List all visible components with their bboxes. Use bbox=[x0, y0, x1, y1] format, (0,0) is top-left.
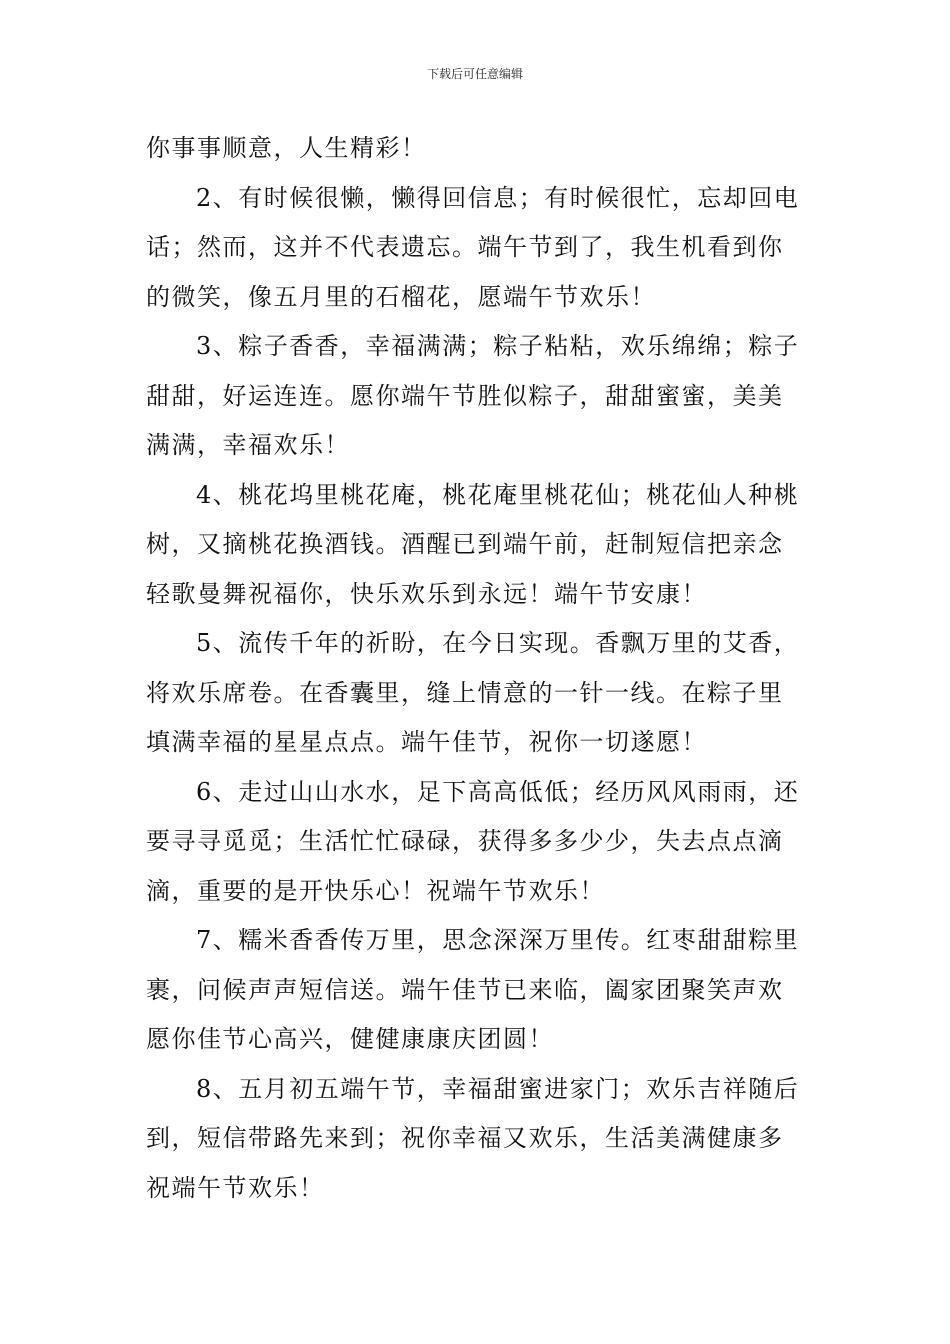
text-line: 6、走过山山水水，足下高高低低；经历风风雨雨，还 bbox=[196, 777, 800, 806]
document-body bbox=[146, 124, 806, 1213]
text-line: 轻歌曼舞祝福你，快乐欢乐到永远！端午节安康！ bbox=[146, 579, 707, 608]
paragraph bbox=[146, 471, 806, 620]
text-line: 满满，幸福欢乐！ bbox=[146, 431, 350, 459]
text-line: 2、有时候很懒，懒得回信息；有时候很忙，忘却回电 bbox=[196, 183, 800, 212]
text-line: 你事事顺意，人生精彩！ bbox=[146, 134, 427, 162]
paragraph bbox=[146, 174, 806, 323]
text-line: 5、流传千年的祈盼，在今日实现。香飘万里的艾香， bbox=[196, 629, 800, 657]
paragraph bbox=[146, 1065, 806, 1214]
paragraph bbox=[146, 916, 806, 1065]
text-line: 3、粽子香香，幸福满满；粽子粘粘，欢乐绵绵；粽子 bbox=[196, 332, 800, 360]
text-line: 话；然而，这并不代表遗忘。端午节到了，我生机看到你 bbox=[146, 233, 784, 261]
paragraph bbox=[146, 124, 806, 174]
paragraph bbox=[146, 619, 806, 768]
text-line: 到，短信带路先来到；祝你幸福又欢乐，生活美满健康多 bbox=[146, 1124, 784, 1152]
text-line: 8、五月初五端午节，幸福甜蜜进家门；欢乐吉祥随后 bbox=[196, 1074, 800, 1103]
text-line: 将欢乐席卷。在香囊里，缝上情意的一针一线。在粽子里 bbox=[146, 678, 784, 707]
page-header: 下载后可任意编辑 bbox=[426, 67, 523, 81]
text-line: 裹，问候声声短信送。端午佳节已来临，阖家团聚笑声欢 bbox=[146, 975, 784, 1004]
text-line: 要寻寻觅觅；生活忙忙碌碌，获得多多少少，失去点点滴 bbox=[146, 827, 784, 855]
text-line: 4、桃花坞里桃花庵，桃花庵里桃花仙；桃花仙人种桃 bbox=[196, 480, 800, 509]
text-line: 7、糯米香香传万里，思念深深万里传。红枣甜甜粽里 bbox=[196, 926, 800, 954]
text-line: 祝端午节欢乐！ bbox=[146, 1173, 325, 1202]
text-line: 甜甜，好运连连。愿你端午节胜似粽子，甜甜蜜蜜，美美 bbox=[146, 381, 784, 410]
paragraph bbox=[146, 322, 806, 471]
text-line: 树，又摘桃花换酒钱。酒醒已到端午前，赶制短信把亲念 bbox=[146, 530, 784, 558]
text-line: 填满幸福的星星点点。端午佳节，祝你一切遂愿！ bbox=[146, 728, 707, 756]
text-line: 愿你佳节心高兴，健健康康庆团圆！ bbox=[146, 1025, 554, 1053]
text-line: 滴，重要的是开快乐心！祝端午节欢乐！ bbox=[146, 876, 605, 905]
paragraph bbox=[146, 768, 806, 917]
text-line: 的微笑，像五月里的石榴花，愿端午节欢乐！ bbox=[146, 282, 656, 311]
